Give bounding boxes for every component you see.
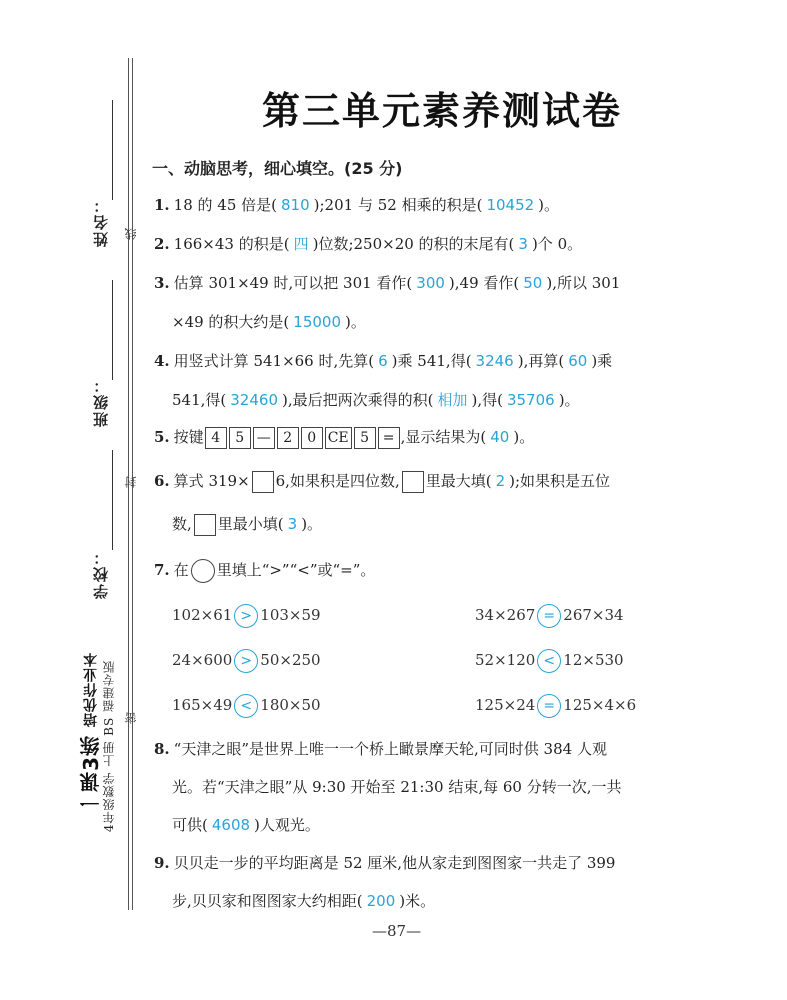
- name-blank: [112, 100, 113, 200]
- question-text: )乘: [591, 352, 613, 370]
- question-text: 里最小填(: [217, 515, 284, 533]
- question-text: 里最大填(: [425, 472, 492, 490]
- blank-box: [252, 471, 274, 493]
- question-text: ),49 看作(: [448, 274, 520, 292]
- calculator-key: 5: [354, 427, 376, 449]
- answer: 200: [366, 892, 396, 910]
- question-text: )个 0。: [531, 235, 583, 253]
- comparison-left: 52×120: [475, 651, 536, 669]
- question-number: 5.: [154, 428, 170, 446]
- question-text: 用竖式计算 541×66 时,先算(: [173, 352, 375, 370]
- answer: 40: [490, 428, 510, 446]
- answer: 3: [518, 235, 528, 253]
- comparison-answer: >: [234, 649, 258, 673]
- question-number: 7.: [154, 561, 170, 579]
- question-3-line-2: [172, 311, 366, 332]
- question-text: )。: [558, 391, 580, 409]
- question-4-line-2: [172, 389, 580, 410]
- seal-label: 封: [124, 476, 138, 488]
- answer: 3: [287, 515, 298, 533]
- secret-label: 密: [124, 712, 138, 724]
- page-title: 第三单元素养测试卷: [262, 88, 623, 133]
- comparison-right: 12×530: [563, 651, 624, 669]
- brand-main: 一课3练: [79, 734, 103, 813]
- comparison-item: [475, 694, 636, 718]
- question-text: 166×43 的积是(: [173, 235, 290, 253]
- class-label: 班级：: [92, 376, 110, 427]
- question-text: )米。: [399, 892, 436, 910]
- cut-line-label: 线: [124, 228, 138, 240]
- comparison-left: 102×61: [172, 606, 233, 624]
- answer: 35706: [506, 391, 555, 409]
- question-number: 8.: [154, 740, 170, 758]
- answer: 10452: [486, 196, 535, 214]
- question-number: 9.: [154, 854, 170, 872]
- answer: 相加: [437, 391, 468, 409]
- section-header: 一、动脑思考，细心填空。(25 分): [152, 159, 403, 178]
- answer: 3246: [475, 352, 514, 370]
- school-blank: [112, 450, 113, 550]
- question-text: 估算 301×49 时,可以把 301 看作(: [173, 274, 413, 292]
- comparison-item: [172, 694, 321, 718]
- answer: 810: [281, 196, 310, 214]
- question-text: ,显示结果为(: [400, 428, 487, 446]
- calculator-key: 5: [229, 427, 251, 449]
- calculator-key: —: [253, 427, 275, 449]
- question-8-line-2: [172, 776, 621, 797]
- question-text: 按键: [173, 428, 204, 446]
- comparison-left: 24×600: [172, 651, 233, 669]
- blank-box: [194, 514, 216, 536]
- comparison-right: 267×34: [563, 606, 624, 624]
- question-text: 贝贝走一步的平均距离是 52 厘米,他从家走到图图家一共走了 399: [173, 854, 616, 872]
- answer: 6: [378, 352, 388, 370]
- answer: 32460: [230, 391, 278, 409]
- question-text: )。: [538, 196, 560, 214]
- question-text: )。: [345, 313, 366, 331]
- answer: 4608: [211, 816, 251, 834]
- question-8: [154, 738, 607, 759]
- answer: 50: [523, 274, 543, 292]
- page-number: —87—: [372, 922, 422, 940]
- question-text: 可供(: [172, 816, 208, 834]
- comparison-item: [475, 649, 624, 673]
- question-text: 6,如果积是四位数,: [275, 472, 400, 490]
- calculator-key: =: [378, 427, 400, 449]
- question-text: 18 的 45 倍是(: [173, 196, 278, 214]
- question-text: ),所以 301: [546, 274, 621, 292]
- question-text: 数,: [172, 515, 192, 533]
- question-text: 里填上“>”“<”或“=”。: [216, 561, 376, 579]
- question-text: “天津之眼”是世界上唯一一个桥上瞰景摩天轮,可同时供 384 人观: [173, 740, 607, 758]
- answer: 四: [293, 235, 309, 253]
- brand-tag: 培优作业本: [83, 652, 99, 727]
- question-text: 541,得(: [172, 391, 227, 409]
- answer: 2: [495, 472, 506, 490]
- brand-subtitle: 4年级数学 上册 BS 福建专版: [102, 660, 116, 833]
- calculator-key: 2: [277, 427, 299, 449]
- question-9: [154, 852, 615, 873]
- comparison-answer: >: [234, 604, 258, 628]
- question-number: 2.: [154, 235, 170, 253]
- question-7: [154, 559, 375, 583]
- comparison-item: [172, 604, 321, 628]
- class-blank: [112, 280, 113, 380]
- question-2: [154, 233, 582, 254]
- comparison-left: 125×24: [475, 696, 536, 714]
- question-6: [154, 470, 610, 493]
- calculator-key: 0: [301, 427, 323, 449]
- calculator-key: CE: [325, 427, 352, 449]
- question-text: )。: [301, 515, 323, 533]
- comparison-answer: <: [234, 694, 258, 718]
- question-text: ),再算(: [517, 352, 565, 370]
- question-number: 1.: [154, 196, 170, 214]
- comparison-right: 50×250: [260, 651, 321, 669]
- comparison-right: 180×50: [260, 696, 321, 714]
- question-text: );201 与 52 相乘的积是(: [313, 196, 483, 214]
- blank-box: [402, 471, 424, 493]
- binding-strip: [0, 0, 140, 1000]
- question-text: )。: [513, 428, 535, 446]
- school-label: 学校：: [92, 548, 110, 599]
- comparison-left: 34×267: [475, 606, 536, 624]
- answer: 60: [568, 352, 588, 370]
- answer: 15000: [293, 313, 341, 331]
- question-number: 4.: [154, 352, 170, 370]
- question-text: )人观光。: [254, 816, 320, 834]
- comparison-answer: =: [537, 694, 561, 718]
- comparison-left: 165×49: [172, 696, 233, 714]
- comparison-answer: =: [537, 604, 561, 628]
- calculator-key: 4: [205, 427, 227, 449]
- question-text: ×49 的积大约是(: [172, 313, 290, 331]
- question-text: 在: [173, 561, 189, 579]
- circle-icon: [191, 559, 215, 583]
- question-1: [154, 194, 559, 215]
- question-number: 6.: [154, 472, 170, 490]
- comparison-item: [172, 649, 321, 673]
- question-text: ),最后把两次乘得的积(: [281, 391, 434, 409]
- question-text: 算式 319×: [173, 472, 250, 490]
- question-number: 3.: [154, 274, 170, 292]
- comparison-answer: <: [537, 649, 561, 673]
- comparison-right: 103×59: [260, 606, 321, 624]
- question-8-line-3: [172, 814, 320, 835]
- comparison-right: 125×4×6: [563, 696, 637, 714]
- question-3: [154, 272, 620, 293]
- question-9-line-2: [172, 890, 435, 911]
- question-text: );如果积是五位: [509, 472, 611, 490]
- question-text: )乘 541,得(: [391, 352, 472, 370]
- question-text: 光。若“天津之眼”从 9:30 开始至 21:30 结束,每 60 分转一次,一共: [172, 778, 622, 796]
- comparison-item: [475, 604, 624, 628]
- name-label: 姓名：: [92, 196, 110, 247]
- answer: 300: [416, 274, 445, 292]
- question-text: 步,贝贝家和图图家大约相距(: [172, 892, 363, 910]
- question-6-line-2: [172, 513, 322, 536]
- question-text: )位数;250×20 的积的末尾有(: [312, 235, 515, 253]
- question-text: ),得(: [471, 391, 503, 409]
- question-5: [154, 426, 534, 449]
- question-4: [154, 350, 612, 371]
